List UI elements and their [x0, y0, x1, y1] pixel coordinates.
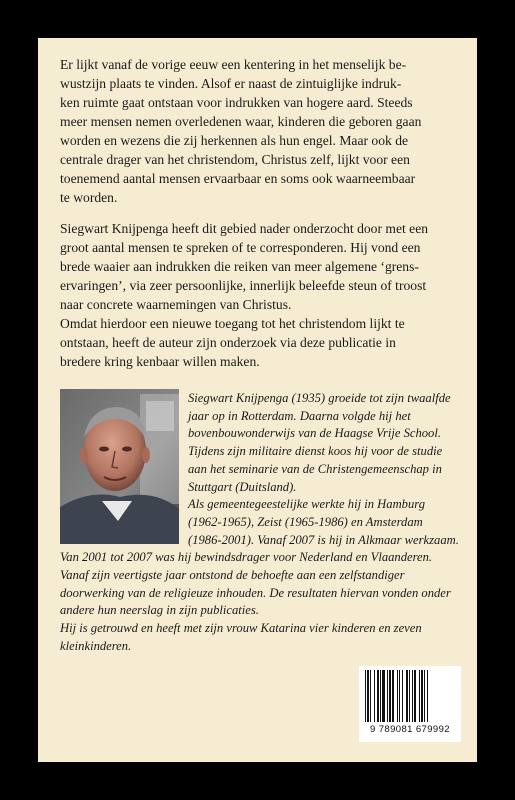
barcode-bar — [406, 670, 408, 722]
bio-line: Vanaf zijn veertigste jaar ontstond de behoefte aan een zelfstandiger — [60, 568, 405, 583]
barcode-bar — [399, 670, 400, 722]
barcode-bar — [377, 670, 379, 722]
blurb-line: wustzijn plaats te vinden. Alsof er naast de zintuiglijke indruk- — [60, 76, 402, 91]
bio-line: doorwerking van de religieuze inhouden. De resultaten hiervan vonden onder — [60, 585, 451, 600]
bio-line: Als gemeentegeestelijke werkte hij in Hamburg — [188, 497, 425, 512]
author-bio — [60, 390, 480, 656]
blurb-line: Siegwart Knijpenga heeft dit gebied nader onderzocht door met een — [60, 221, 429, 236]
bio-line: Tijdens zijn militaire dienst koos hij voor de studie — [188, 444, 443, 459]
bio-line: aan het seminarie van de Christengemeenschap in — [188, 461, 442, 476]
blurb-line: centrale drager van het christendom, Christus zelf, lijkt voor een — [60, 152, 410, 167]
blurb-line: te worden. — [60, 190, 118, 205]
barcode-bar — [412, 670, 413, 722]
bio-line: Siegwart Knijpenga (1935) groeide tot zijn twaalfde — [188, 391, 451, 405]
barcode-bar — [365, 670, 366, 722]
blurb-paragraph-1 — [60, 55, 460, 207]
bio-line: (1962-1965), Zeist (1965-1986) en Amsterdam — [188, 514, 423, 529]
bio-line: andere hun neerslag in zijn publicaties. — [60, 603, 259, 618]
blurb-line: ken ruimte gaat ontstaan voor indrukken van hogere aard. Steeds — [60, 95, 413, 110]
barcode-bar — [414, 670, 416, 722]
barcode-bar — [409, 670, 410, 722]
bio-line: Stuttgart (Duitsland). — [188, 479, 297, 494]
bio-line: Van 2001 tot 2007 was hij bewindsdrager voor Nederland en Vlaanderen. — [60, 550, 433, 565]
bio-line: (1986-2001). Vanaf 2007 is hij in Alkmaar werkzaam. — [188, 532, 459, 547]
barcode-bar — [392, 670, 394, 722]
barcode-bar — [421, 670, 423, 722]
blurb-line: worden en wezens die zij herkennen als hun engel. Maar ook de — [60, 133, 409, 148]
bio-line: bovenbouwonderwijs van de Haagse Vrije School. — [188, 426, 441, 441]
barcode-bar — [419, 670, 420, 722]
barcode-bar — [374, 670, 375, 722]
barcode-bar — [402, 670, 403, 722]
blurb-paragraph-2 — [60, 219, 460, 314]
barcode-bar — [370, 670, 371, 722]
blurb-line: meer mensen nemen overledenen waar, kinderen die geboren gaan — [60, 114, 422, 129]
blurb-line: groot aantal mensen te spreken of te corresponderen. Hij vond een — [60, 240, 421, 255]
blurb-line: bredere kring kenbaar willen maken. — [60, 354, 260, 369]
bio-line: kleinkinderen. — [60, 638, 132, 653]
barcode-bar — [380, 670, 381, 722]
barcode-bar — [382, 670, 385, 722]
barcode-bars — [359, 666, 461, 726]
blurb-line: ervaringen’, via zeer persoonlijke, innerlijk beleefde steun of troost — [60, 278, 427, 293]
blurb-text — [60, 55, 460, 371]
bio-line: jaar op in Rotterdam. Daarna volgde hij het — [188, 408, 411, 423]
blurb-paragraph-3 — [60, 314, 460, 371]
barcode-bar — [387, 670, 388, 722]
blurb-line: naar concrete waarnemingen van Christus. — [60, 297, 292, 312]
isbn-barcode — [359, 666, 461, 742]
barcode-bar — [424, 670, 425, 722]
bio-line: Hij is getrouwd en heeft met zijn vrouw Katarina vier kinderen en zeven — [60, 621, 422, 636]
barcode-bar — [367, 670, 369, 722]
barcode-bar — [389, 670, 391, 722]
blurb-line: ontstaan, heeft de auteur zijn onderzoek via deze publicatie in — [60, 335, 396, 350]
blurb-line: toenemend aantal mensen ervaarbaar en soms ook waarneembaar — [60, 171, 416, 186]
blurb-line: brede waaier aan indrukken die reiken van meer algemene ‘grens- — [60, 259, 419, 274]
barcode-bar — [427, 670, 428, 722]
barcode-bar — [397, 670, 398, 722]
isbn-number: 9 789081 679992 — [370, 724, 450, 735]
blurb-line: Er lijkt vanaf de vorige eeuw een kentering in het menselijk be- — [60, 57, 407, 72]
blurb-line: Omdat hierdoor een nieuwe toegang tot het christendom lijkt te — [60, 316, 405, 331]
